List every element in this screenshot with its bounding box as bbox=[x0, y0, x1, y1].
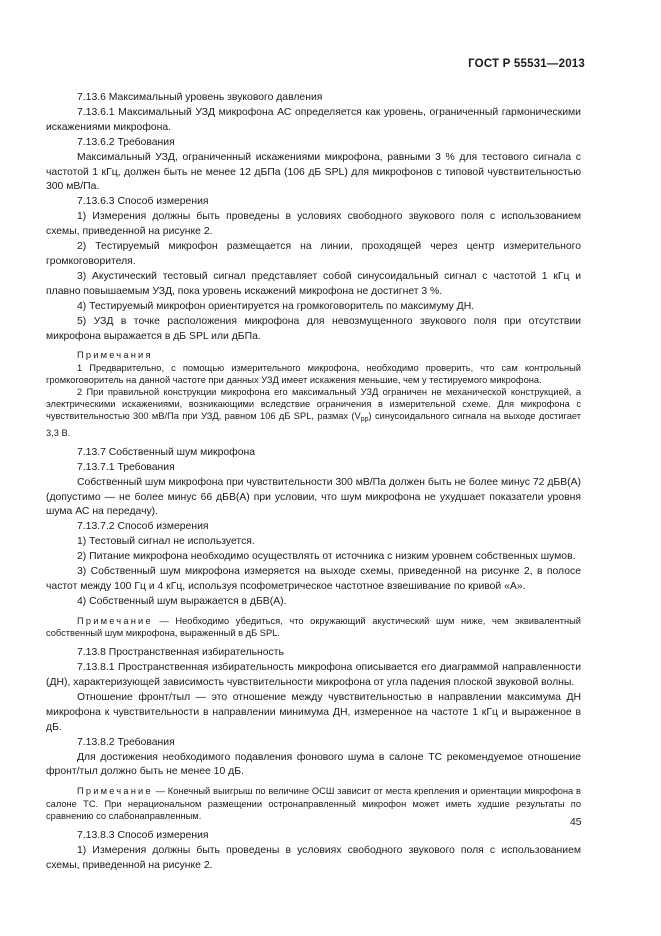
section-heading-7-13-6: 7.13.6 Максимальный уровень звукового давления bbox=[77, 92, 323, 103]
note-snr: Примечание — Конечный выигрыш по величине ОСШ зависит от места крепления и ориентации микрофона в салоне ТС. При нерациональном размещении остронаправленный микрофон может иметь худшие результаты по сравнению со слабонаправленным. bbox=[46, 786, 581, 821]
notes-block bbox=[46, 349, 581, 438]
document-body bbox=[46, 91, 581, 874]
paragraph-front-back-requirement: Для достижения необходимого подавления фонового шума в салоне ТС рекомендуемое отношение фронт/тыл должно быть не менее 10 дБ. bbox=[46, 751, 581, 778]
paragraph-front-back-definition: Отношение фронт/тыл — это отношение между чувствительностью в направлении максимума ДН микрофона к чувствительности в направлении минимума ДН, измеренное на частоте 1 кГц и выраженное в дБ. bbox=[46, 691, 581, 733]
note-block-noise bbox=[46, 615, 581, 639]
paragraph-noise-requirements: Собственный шум микрофона при чувствительности 300 мВ/Па должен быть не более минус 72 дБВ(А) (допустимо — не более минус 66 дБВ(А) при условии, что шум микрофона не ухудшает показатели уровня шума АС на передачу). bbox=[46, 476, 581, 518]
list-item: 1) Измерения должны быть проведены в условиях свободного звукового поля с использованием схемы, приведенной на рисунке 2. bbox=[46, 844, 581, 871]
list-item: 3) Собственный шум микрофона измеряется на выходе схемы, приведенной на рисунке 2, в полосе частот между 100 Гц и 4 кГц, используя псофометрическое частотное взвешивание по кривой «А». bbox=[46, 566, 581, 592]
list-item: 2) Питание микрофона необходимо осуществлять от источника с низким уровнем собственных шумов. bbox=[77, 551, 576, 563]
subsection-heading-7-13-7-2: 7.13.7.2 Способ измерения bbox=[77, 521, 209, 533]
subsection-heading-7-13-8-3: 7.13.8.3 Способ измерения bbox=[77, 829, 209, 841]
standard-code-header: ГОСТ Р 55531—2013 bbox=[468, 58, 585, 70]
section-heading-7-13-7: 7.13.7 Собственный шум микрофона bbox=[77, 446, 256, 458]
subsection-heading-7-13-6-3: 7.13.6.3 Способ измерения bbox=[77, 196, 209, 208]
page-number: 45 bbox=[570, 817, 582, 828]
list-item: 3) Акустический тестовый сигнал представляет собой синусоидальный сигнал с частотой 1 кГц и плавно повышаемым УЗД, пока уровень искажений микрофона не достигнет 3 %. bbox=[46, 270, 581, 297]
subsection-heading-7-13-7-1: 7.13.7.1 Требования bbox=[77, 461, 175, 473]
subsection-heading-7-13-6-2: 7.13.6.2 Требования bbox=[77, 136, 175, 148]
note-item-1: 1 Предварительно, с помощью измерительного микрофона, необходимо проверить, что сам контрольный громкоговоритель на данной частоте при данных УЗД имеет искажения меньшие, чем у тестируемого микрофона. bbox=[46, 362, 581, 385]
list-item: 2) Тестируемый микрофон размещается на линии, проходящей через центр измерительного громкоговорителя. bbox=[46, 241, 581, 267]
paragraph-7-13-8-1: 7.13.8.1 Пространственная избирательность микрофона описывается его диаграммой направленности (ДН), характеризующей зависимость чувствительности микрофона от угла падения плоской звуковой волны. bbox=[46, 662, 581, 689]
section-heading-7-13-8: 7.13.8 Пространственная избирательность bbox=[77, 647, 284, 659]
subsection-heading-7-13-8-2: 7.13.8.2 Требования bbox=[77, 736, 175, 748]
paragraph-requirements: Максимальный УЗД, ограниченный искажениями микрофона, равными 3 % для тестового сигнала с частотой 1 кГц, должен быть не менее 12 дБПа (106 дБ SPL) для микрофонов с типовой чувствительностью 300 мВ/Па. bbox=[46, 151, 581, 193]
note-block-snr bbox=[46, 785, 581, 822]
list-item: 1) Тестовый сигнал не используется. bbox=[77, 536, 255, 548]
list-item: 4) Тестируемый микрофон ориентируется на громкоговоритель по максимуму ДН. bbox=[77, 300, 475, 312]
list-item: 1) Измерения должны быть проведены в условиях свободного звукового поля с использованием схемы, приведенной на рисунке 2. bbox=[46, 211, 581, 238]
list-item: 5) УЗД в точке расположения микрофона для невозмущенного звукового поля при отсутствии микрофона выражается в дБ SPL или дБПа. bbox=[46, 315, 581, 342]
note-noise: Примечание — Необходимо убедиться, что окружающий акустический шум ниже, чем эквивалентный собственный шум микрофона, выраженный в дБ SPL. bbox=[46, 615, 581, 638]
notes-label: Примечания bbox=[77, 350, 153, 361]
paragraph-7-13-6-1: 7.13.6.1 Максимальный УЗД микрофона АС определяется как уровень, ограниченный гармоническими искажениями микрофона. bbox=[46, 106, 581, 133]
list-item: 4) Собственный шум выражается в дБВ(А). bbox=[77, 595, 287, 607]
note-item-2: 2 При правильной конструкции микрофона его максимальный УЗД ограничен не механической конструкцией, а электрическими искажениями, возникающими вследствие ограничения в измерительной схеме. Для микрофона с чувствительностью 300 мВ/Па при УЗД, равном 106 дБ SPL, размах $(V_{pp})$ синусоидального сигнала на выходе достигает 3,3 В. bbox=[46, 387, 581, 438]
